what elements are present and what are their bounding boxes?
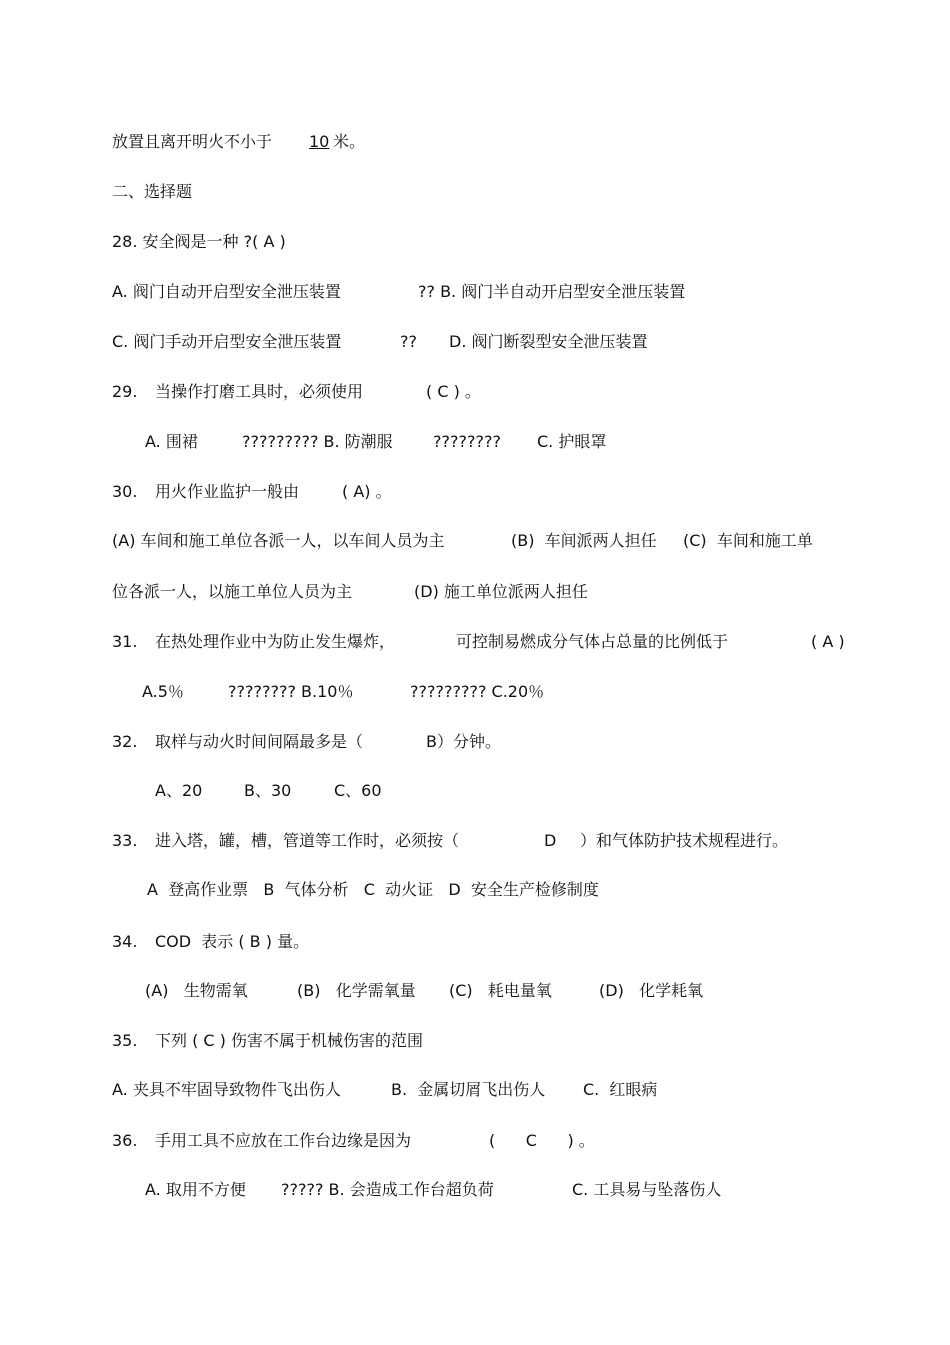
question-34-text: COD 表示 ( B ) 量。: [155, 932, 310, 951]
q35-option-b: B. 金属切屑飞出伤人: [391, 1080, 546, 1099]
question-32-text: 取样与动火时间间隔最多是（: [155, 732, 364, 751]
continued-text: 放置且离开明火不小于: [112, 132, 273, 151]
question-36-text: 手用工具不应放在工作台边缘是因为: [155, 1131, 412, 1150]
q30-option-d: (D) 施工单位派两人担任: [414, 582, 588, 601]
question-number: 36.: [112, 1131, 138, 1150]
question-32-answer: B）分钟。: [426, 732, 501, 751]
q28-option-c: C. 阀门手动开启型安全泄压装置: [112, 332, 342, 351]
q35-option-a: A. 夹具不牢固导致物件飞出伤人: [112, 1080, 341, 1099]
question-31-answer: ( A ): [811, 632, 845, 651]
question-36-answer: ( C ) 。: [489, 1131, 595, 1150]
question-33-answer: D: [544, 831, 557, 850]
q28-option-a: A. 阀门自动开启型安全泄压装置: [112, 282, 341, 301]
question-number: 30.: [112, 482, 138, 501]
question-number: 29.: [112, 382, 138, 401]
question-number: 31.: [112, 632, 138, 651]
q34-option-a: (A) 生物需氧: [145, 981, 248, 1000]
q29-option-c: C. 护眼罩: [537, 432, 607, 451]
q34-option-d: (D) 化学耗氧: [599, 981, 704, 1000]
q34-option-b: (B) 化学需氧量: [297, 981, 416, 1000]
q33-options: A 登高作业票 B 气体分析 C 动火证 D 安全生产检修制度: [147, 880, 599, 899]
q31-option-c: ????????? C.20％: [410, 682, 545, 701]
question-29-answer: ( C ) 。: [426, 382, 481, 401]
question-number: 32.: [112, 732, 138, 751]
q29-option-b: ????????? B. 防潮服: [242, 432, 393, 451]
answer-value: 10: [309, 132, 330, 151]
question-number: 34.: [112, 932, 138, 951]
q36-option-b: ????? B. 会造成工作台超负荷: [281, 1180, 494, 1199]
q36-option-a: A. 取用不方便: [145, 1180, 246, 1199]
question-29-text: 当操作打磨工具时，必须使用: [155, 382, 364, 401]
q36-option-c: C. 工具易与坠落伤人: [572, 1180, 722, 1199]
question-30-answer: ( A) 。: [342, 482, 392, 501]
question-33-text-2: ）和气体防护技术规程进行。: [580, 831, 789, 850]
question-31-text-2: 可控制易燃成分气体占总量的比例低于: [456, 632, 729, 651]
q29-option-a: A. 围裙: [145, 432, 198, 451]
q31-option-b: ???????? B.10％: [228, 682, 354, 701]
q32-option-a: A、20: [155, 781, 203, 800]
question-35-text: 下列 ( C ) 伤害不属于机械伤害的范围: [155, 1031, 424, 1050]
q28-option-b: ?? B. 阀门半自动开启型安全泄压装置: [418, 282, 686, 301]
section-heading: 二、选择题: [112, 182, 193, 201]
question-number: 35.: [112, 1031, 138, 1050]
q29-filler: ????????: [433, 432, 501, 451]
q28-filler: ??: [400, 332, 417, 351]
q30-option-b: (B) 车间派两人担任: [511, 531, 657, 550]
question-33-text: 进入塔，罐，槽，管道等工作时，必须按（: [155, 831, 460, 850]
q30-option-c-cont: 位各派一人，以施工单位人员为主: [112, 582, 353, 601]
q32-option-b: B、30: [244, 781, 292, 800]
q30-option-c: (C) 车间和施工单: [683, 531, 813, 550]
unit-text: 米。: [333, 132, 366, 151]
q31-option-a: A.5％: [142, 682, 184, 701]
q30-option-a: (A) 车间和施工单位各派一人，以车间人员为主: [112, 531, 445, 550]
question-31-text-1: 在热处理作业中为防止发生爆炸，: [155, 632, 396, 651]
question-28: 28. 安全阀是一种 ?( A ): [112, 232, 286, 251]
q35-option-c: C. 红眼病: [583, 1080, 658, 1099]
q34-option-c: (C) 耗电量氧: [449, 981, 552, 1000]
question-30-text: 用火作业监护一般由: [155, 482, 300, 501]
question-number: 33.: [112, 831, 138, 850]
q32-option-c: C、60: [334, 781, 382, 800]
q28-option-d: D. 阀门断裂型安全泄压装置: [449, 332, 648, 351]
